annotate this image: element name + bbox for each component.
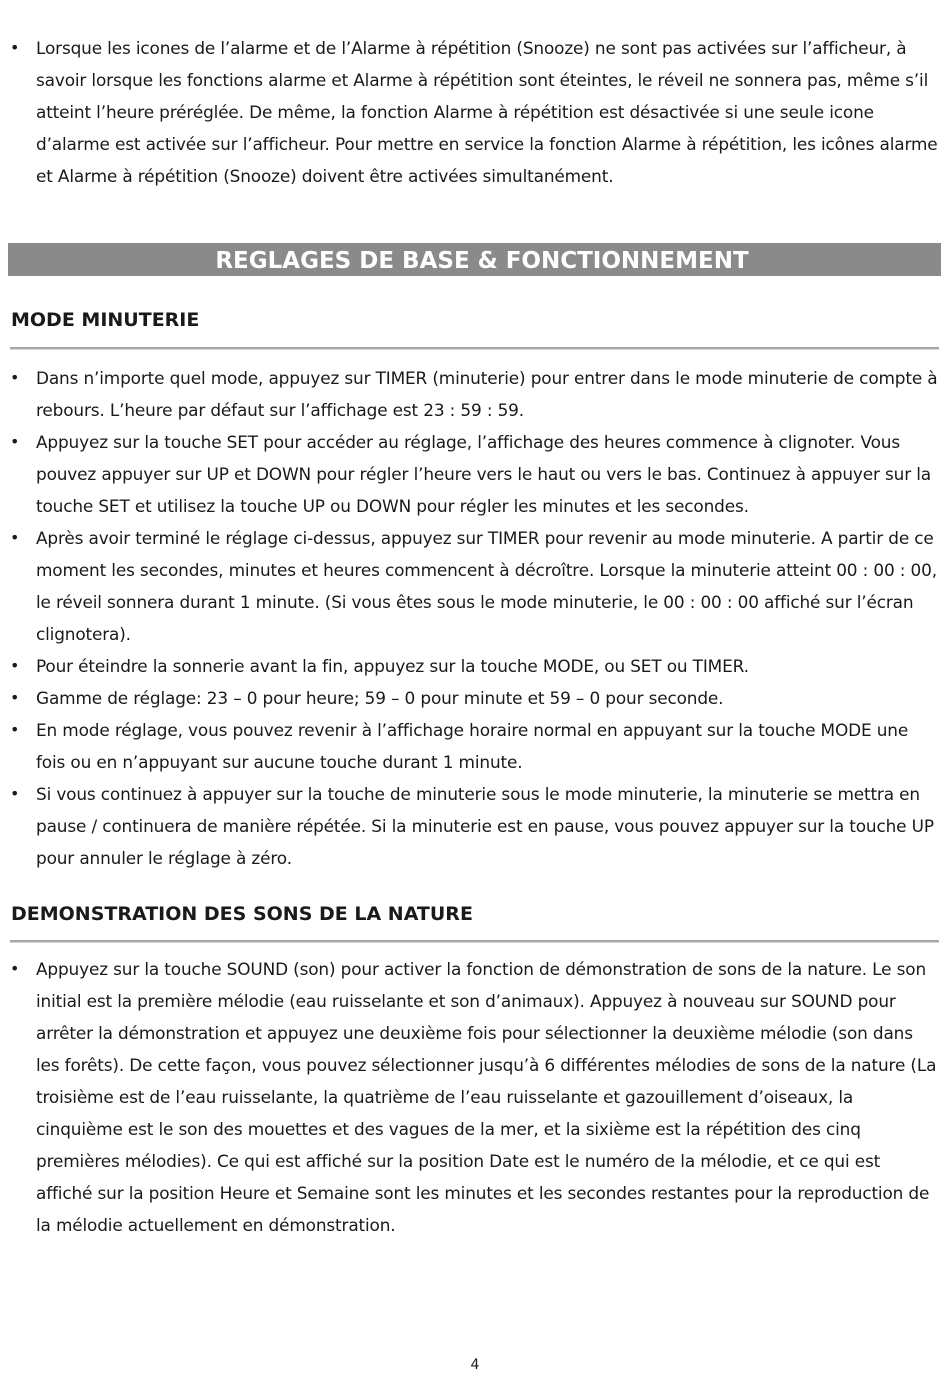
list-item: • Appuyez sur la touche SET pour accéder au réglage, l’affichage des heures commence à clignoter. Vous pouvez appuyer sur UP et DOWN pour régler l’heure vers le haut ou vers le bas. Continuez à appuyer sur la touche SET et utilisez la touche UP ou DOWN pour régler les minutes et les secondes.: [10, 426, 939, 522]
heading-divider: [10, 347, 939, 350]
list-item: • Après avoir terminé le réglage ci-dessus, appuyez sur TIMER pour revenir au mode minuterie. A partir de ce moment les secondes, minutes et heures commencent à décroître. Lorsque la minuterie atteint 00 : 00 : 00, le réveil sonnera durant 1 minute. (Si vous êtes sous le mode minuterie, le 00 : 00 : 00 affiché sur l’écran clignotera).: [10, 522, 939, 650]
list-item: • Gamme de réglage: 23 – 0 pour heure; 59 – 0 pour minute et 59 – 0 pour seconde.: [10, 682, 939, 714]
list-item: • Si vous continuez à appuyer sur la touche de minuterie sous le mode minuterie, la minuterie se mettra en pause / continuera de manière répétée. Si la minuterie est en pause, vous pouvez appuyer sur la touche UP pour annuler le réglage à zéro.: [10, 778, 939, 874]
list-item: • Dans n’importe quel mode, appuyez sur TIMER (minuterie) pour entrer dans le mode minuterie de compte à rebours. L’heure par défaut sur l’affichage est 23 : 59 : 59.: [10, 362, 939, 426]
banner-title: REGLAGES DE BASE & FONCTIONNEMENT: [215, 248, 749, 274]
demo-section-heading: DEMONSTRATION DES SONS DE LA NATURE: [11, 903, 473, 925]
timer-bullet-list: [10, 362, 939, 874]
demo-bullet-list: [10, 953, 939, 1241]
list-item: • Lorsque les icones de l’alarme et de l’Alarme à répétition (Snooze) ne sont pas activées sur l’afficheur, à savoir lorsque les fonctions alarme et Alarme à répétition sont éteintes, le réveil ne sonnera pas, même s’il atteint l’heure préréglée. De même, la fonction Alarme à répétition est désactivée si une seule icone d’alarme est activée sur l’afficheur. Pour mettre en service la fonction Alarme à répétition, les icônes alarme et Alarme à répétition (Snooze) doivent être activées simultanément.: [10, 32, 939, 192]
list-item: • Pour éteindre la sonnerie avant la fin, appuyez sur la touche MODE, ou SET ou TIMER.: [10, 650, 939, 682]
heading-divider: [10, 940, 939, 943]
intro-bullet-list: [10, 32, 939, 192]
list-item: • En mode réglage, vous pouvez revenir à l’affichage horaire normal en appuyant sur la touche MODE une fois ou en n’appuyant sur aucune touche durant 1 minute.: [10, 714, 939, 778]
timer-section-heading: MODE MINUTERIE: [11, 309, 200, 331]
page-number: 4: [470, 1357, 480, 1373]
list-item: • Appuyez sur la touche SOUND (son) pour activer la fonction de démonstration de sons de la nature. Le son initial est la première mélodie (eau ruisselante et son d’animaux). Appuyez à nouveau sur SOUND pour arrêter la démonstration et appuyez une deuxième fois pour sélectionner la deuxième mélodie (son dans les forêts). De cette façon, vous pouvez sélectionner jusqu’à 6 différentes mélodies de sons de la nature (La troisième est de l’eau ruisselante, la quatrième de l’eau ruisselante et gazouillement d’oiseaux, la cinquième est le son des mouettes et des vagues de la mer, et la sixième est la répétition des cinq premières mélodies). Ce qui est affiché sur la position Date est le numéro de la mélodie, et ce qui est affiché sur la position Heure et Semaine sont les minutes et les secondes restantes pour la reproduction de la mélodie actuellement en démonstration.: [10, 953, 939, 1241]
